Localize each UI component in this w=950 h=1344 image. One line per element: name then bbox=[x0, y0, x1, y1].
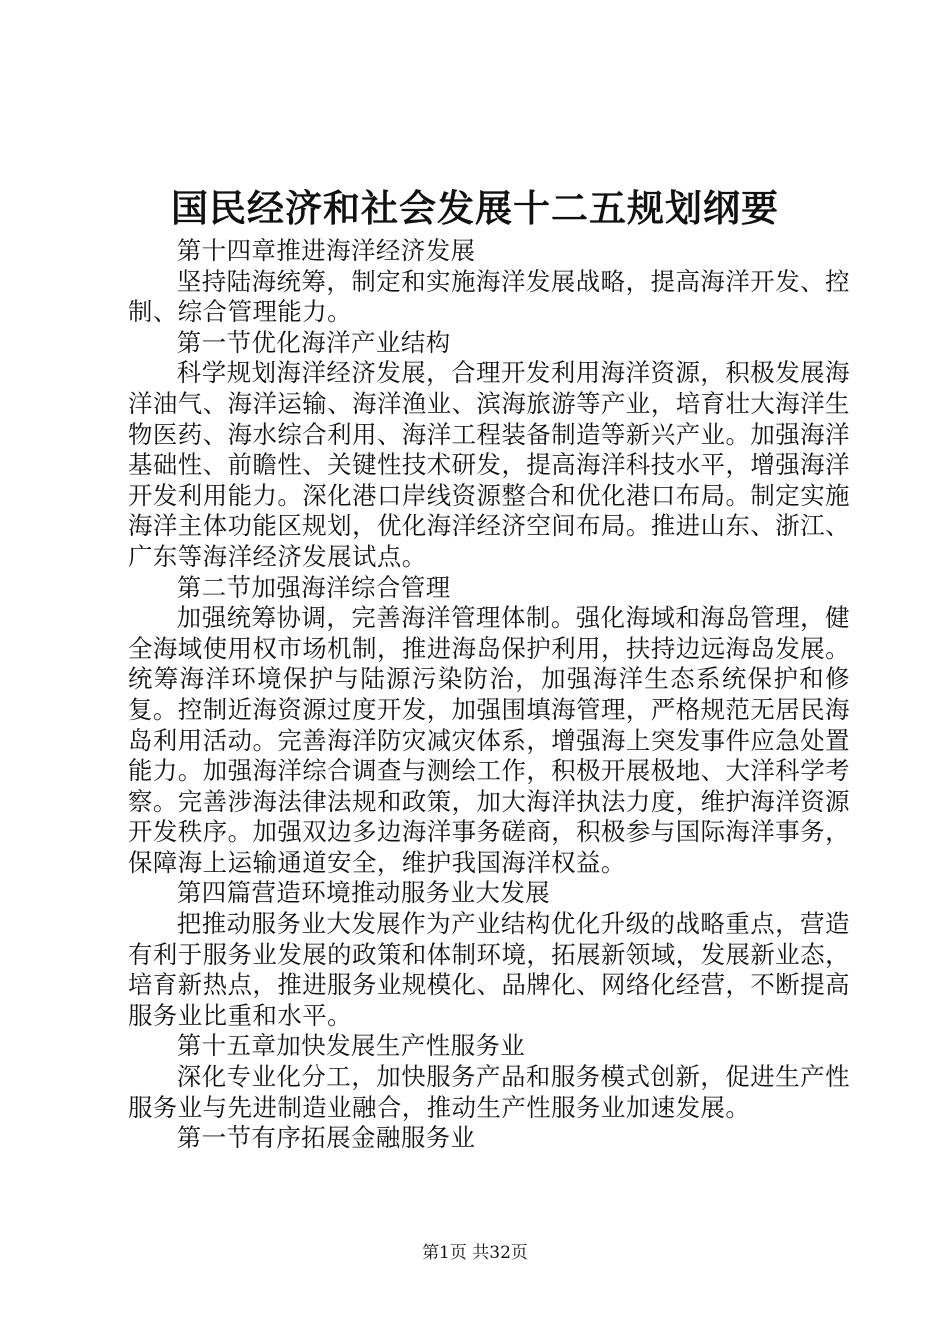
body-paragraph: 坚持陆海统筹，制定和实施海洋发展战略，提高海洋开发、控制、综合管理能力。 bbox=[128, 266, 850, 327]
body-paragraph: 科学规划海洋经济发展，合理开发利用海洋资源，积极发展海洋油气、海洋运输、海洋渔业、滨海旅游等产业，培育壮大海洋生物医药、海水综合利用、海洋工程装备制造等新兴产业。加强海洋基础性、前瞻性、关键性技术研发，提高海洋科技水平，增强海洋开发利用能力。深化港口岸线资源整合和优化港口布局。制定实施海洋主体功能区规划，优化海洋经济空间布局。推进山东、浙江、广东等海洋经济发展试点。 bbox=[128, 358, 850, 571]
body-paragraph: 把推动服务业大发展作为产业结构优化升级的战略重点，营造有利于服务业发展的政策和体制环境，拓展新领域，发展新业态，培育新热点，推进服务业规模化、品牌化、网络化经营，不断提高服务业比重和水平。 bbox=[128, 909, 850, 1030]
part-heading: 第四篇营造环境推动服务业大发展 bbox=[176, 878, 551, 908]
section-heading: 第一节有序拓展金融服务业 bbox=[176, 1123, 476, 1153]
body-paragraph: 加强统筹协调，完善海洋管理体制。强化海域和海岛管理，健全海域使用权市场机制，推进海岛保护利用，扶持边远海岛发展。统筹海洋环境保护与陆源污染防治，加强海洋生态系统保护和修复。控制近海资源过度开发，加强围填海管理，严格规范无居民海岛利用活动。完善海洋防灾减灾体系，增强海上突发事件应急处置能力。加强海洋综合调查与测绘工作，积极开展极地、大洋科学考察。完善涉海法律法规和政策，加大海洋执法力度，维护海洋资源开发秩序。加强双边多边海洋事务磋商，积极参与国际海洋事务，保障海上运输通道安全，维护我国海洋权益。 bbox=[128, 603, 850, 877]
page-footer: 第1页 共32页 bbox=[422, 1243, 528, 1263]
section-heading: 第二节加强海洋综合管理 bbox=[176, 572, 451, 602]
section-heading: 第一节优化海洋产业结构 bbox=[176, 327, 451, 357]
document-body bbox=[128, 236, 850, 1154]
chapter-heading: 第十四章推进海洋经济发展 bbox=[176, 236, 476, 265]
body-paragraph: 深化专业化分工，加快服务产品和服务模式创新，促进生产性服务业与先进制造业融合，推动生产性服务业加速发展。 bbox=[128, 1062, 850, 1122]
chapter-heading: 第十五章加快发展生产性服务业 bbox=[176, 1031, 526, 1061]
document-title: 国民经济和社会发展十二五规划纲要 bbox=[171, 186, 779, 230]
